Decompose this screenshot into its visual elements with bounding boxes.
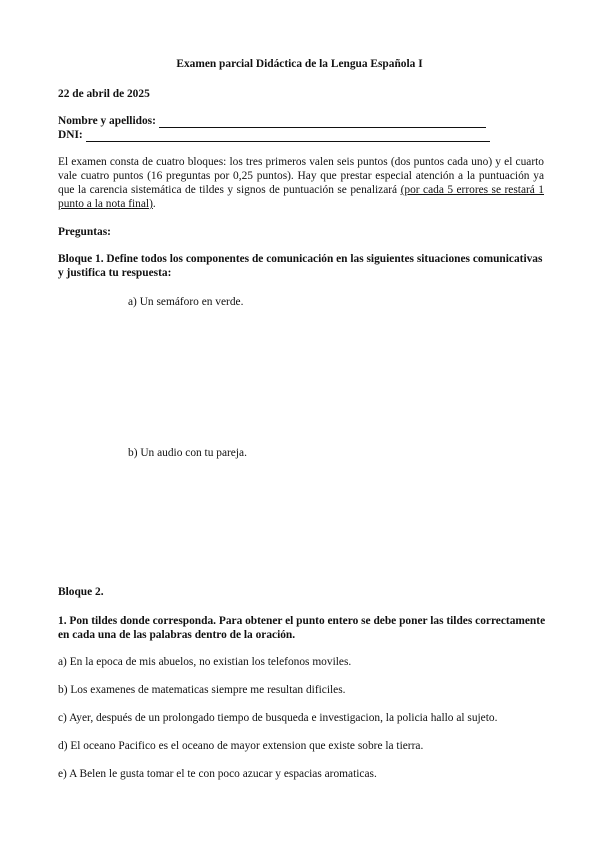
block1-item-a: a) Un semáforo en verde. <box>128 296 244 308</box>
dni-fill-line[interactable] <box>86 130 490 142</box>
name-label: Nombre y apellidos: <box>58 115 156 127</box>
block2-item-c: c) Ayer, después de un prolongado tiempo de busqueda e investigacion, la policia hallo al sujeto. <box>58 712 498 724</box>
block1-item-b: b) Un audio con tu pareja. <box>128 447 247 459</box>
block2-item-e: e) A Belen le gusta tomar el te con poco azucar y espacias aromaticas. <box>58 768 377 780</box>
dni-label: DNI: <box>58 129 83 141</box>
block1-heading: Bloque 1. Define todos los componentes de comunicación en las siguientes situaciones comunicativas y justifica tu respuesta: <box>58 253 543 279</box>
exam-title: Examen parcial Didáctica de la Lengua Española I <box>176 58 423 70</box>
intro-paragraph <box>58 155 544 211</box>
intro-end: . <box>152 198 156 210</box>
block2-heading: Bloque 2. <box>58 586 104 598</box>
intro-text: El examen consta de cuatro bloques: los tres primeros valen seis puntos (dos puntos cada uno) y el cuarto vale cuatro puntos (16 preguntas por 0,25 puntos). Hay que prestar especial atención a la puntuación ya que la carencia sistemática de tildes y signos de puntuación se penalizará <box>58 156 544 196</box>
block2-item-d: d) El oceano Pacifico es el oceano de mayor extension que existe sobre la tierra. <box>58 740 424 752</box>
questions-heading: Preguntas: <box>58 226 111 238</box>
block2-instruction: 1. Pon tildes donde corresponda. Para obtener el punto entero se debe poner las tildes correctamente en cada una de las palabras dentro de la oración. <box>58 615 546 641</box>
intro-penalty-note: (por cada 5 errores se restará 1 punto a la nota final) <box>58 184 545 210</box>
name-field-row <box>58 114 486 128</box>
block2-item-a: a) En la epoca de mis abuelos, no existian los telefonos moviles. <box>58 656 352 668</box>
dni-field-row <box>58 128 490 142</box>
exam-date: 22 de abril de 2025 <box>58 88 150 100</box>
name-fill-line[interactable] <box>159 116 486 128</box>
block2-item-b: b) Los examenes de matematicas siempre me resultan dificiles. <box>58 684 346 696</box>
